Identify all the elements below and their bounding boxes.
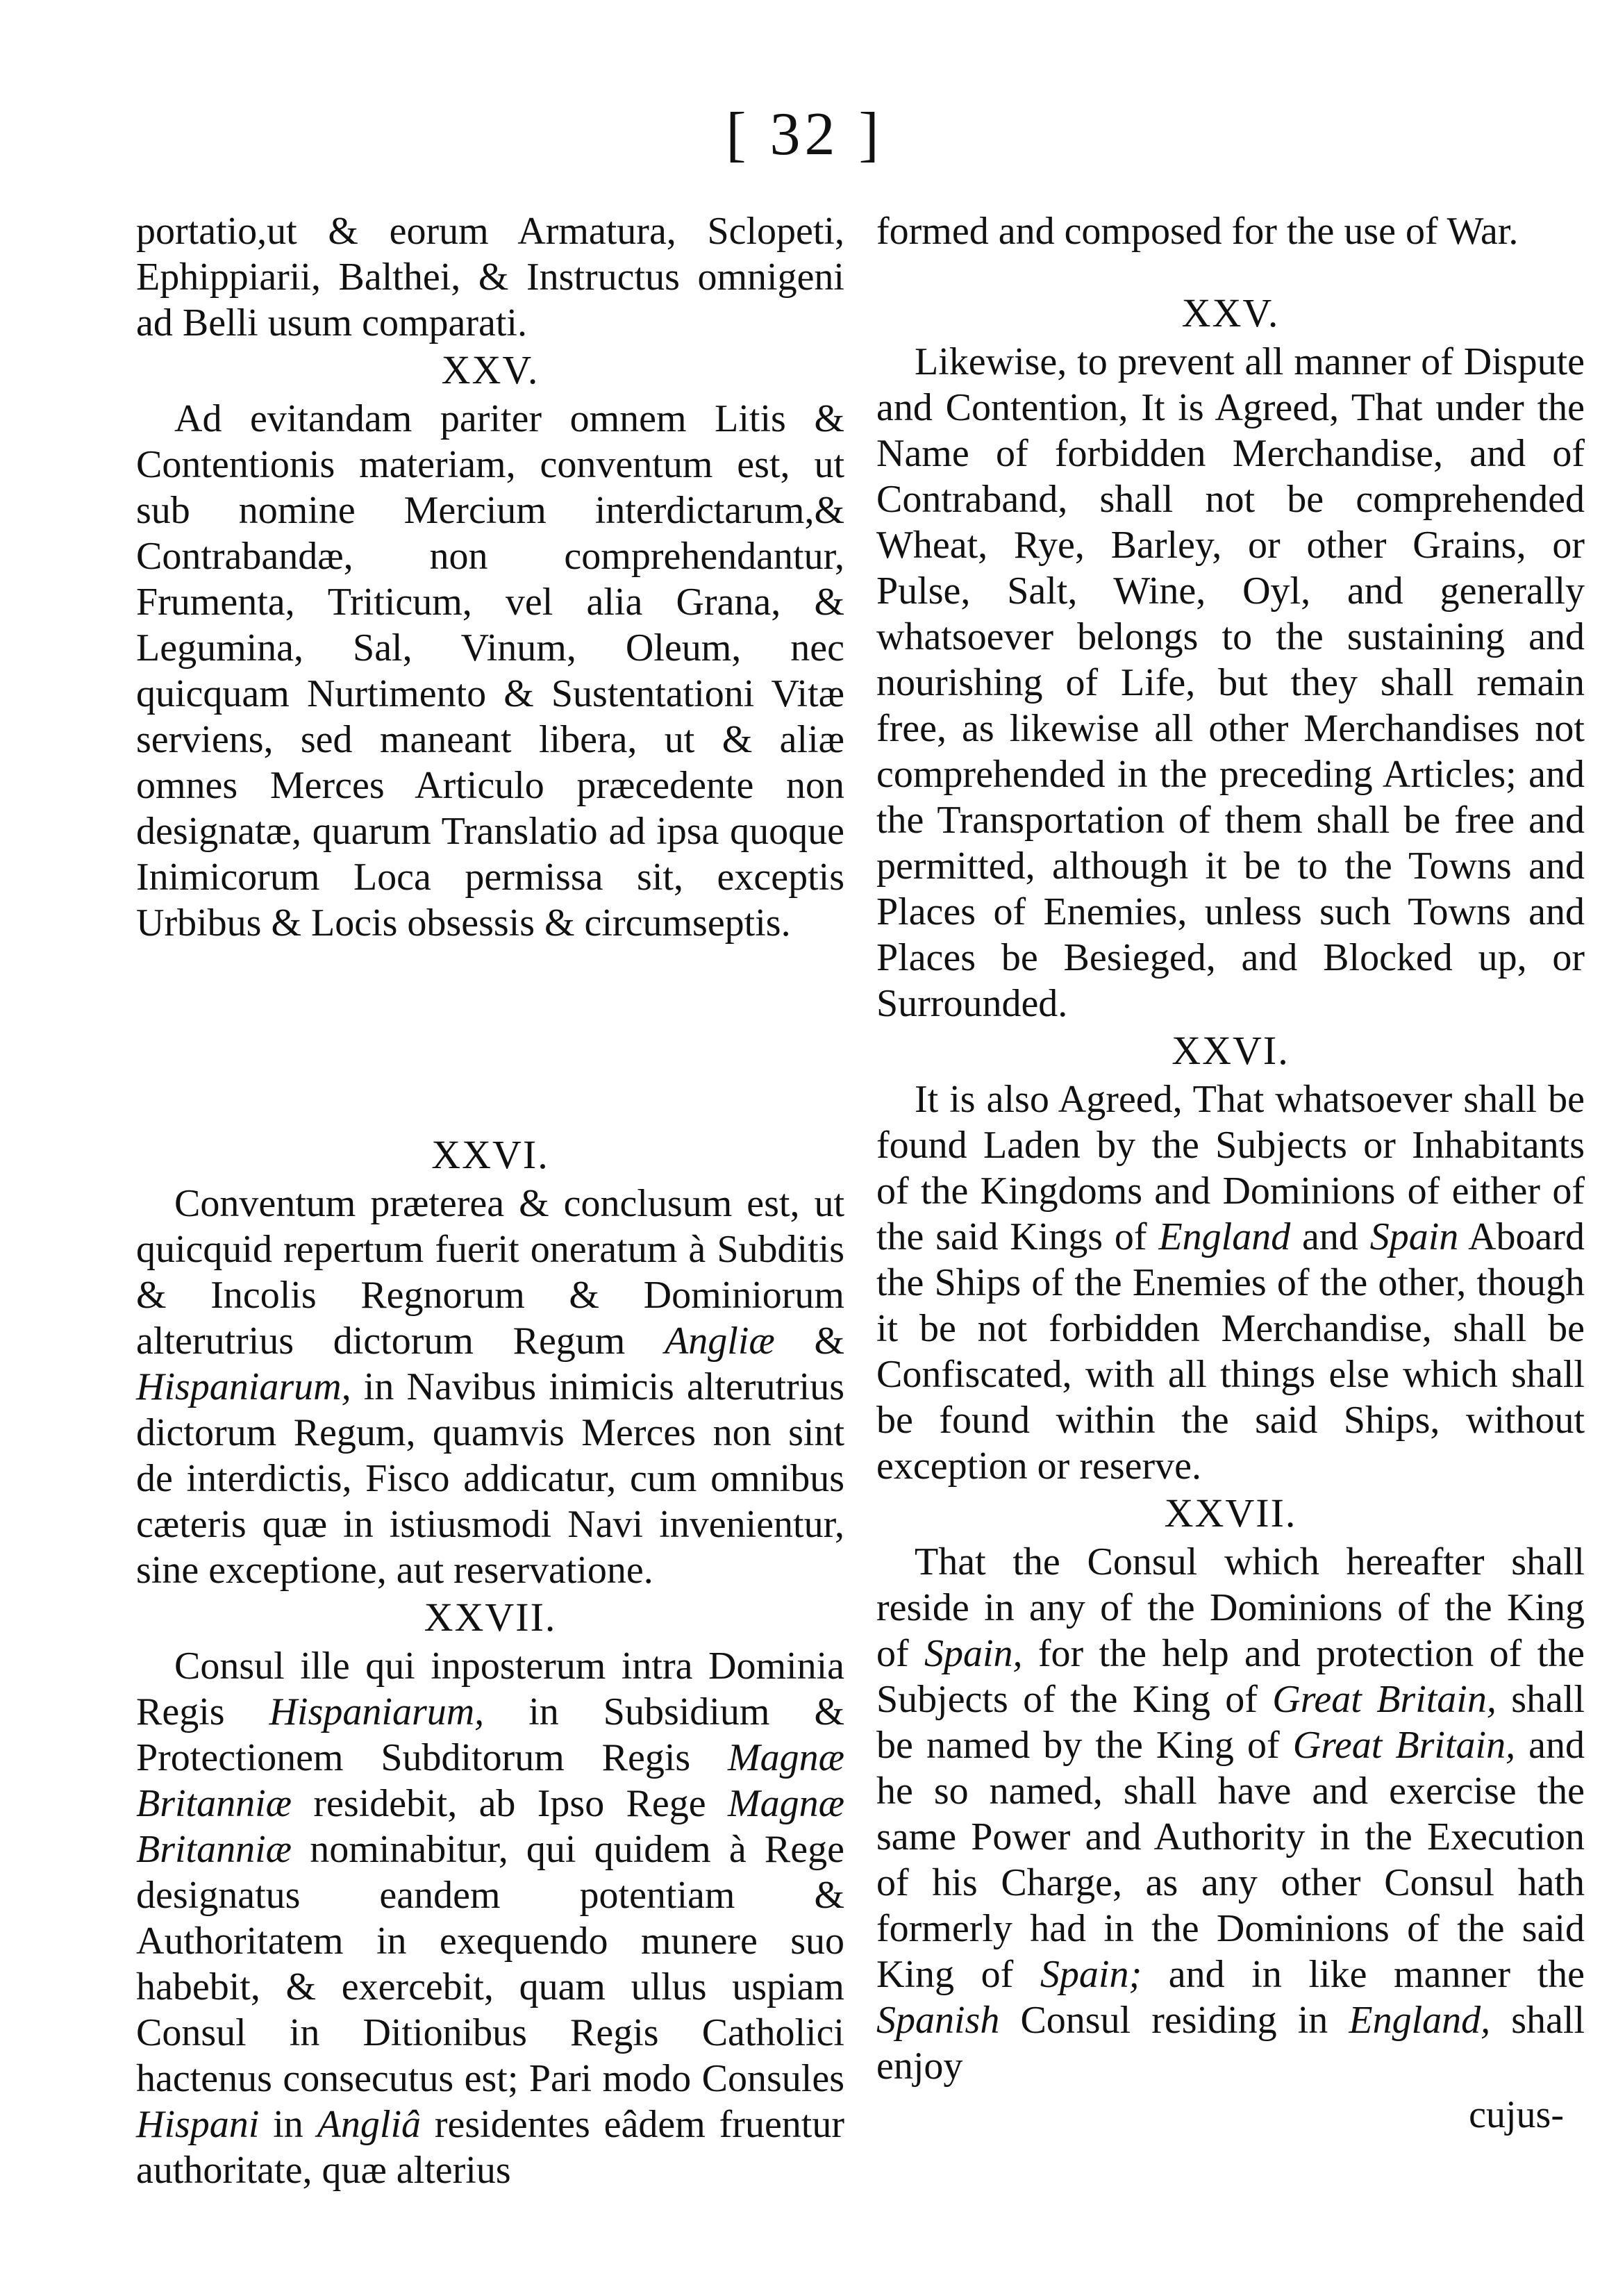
english-italic-spain: Spain: [1369, 1215, 1459, 1258]
english-italic-england: England: [1158, 1215, 1291, 1258]
latin-italic-hispaniarum: Hispaniarum,: [136, 1365, 351, 1408]
latin-article-xxvi-heading: XXVI.: [431, 1132, 549, 1177]
latin-article-xxv-heading: XXV.: [441, 347, 540, 392]
page-number: [ 32 ]: [726, 101, 883, 168]
latin-article-xxvii-text: Consul ille qui inposterum intra Dominia Regis Hispaniarum, in Subsidium & Protectionem Subditorum Regis Magnæ Britanniæ residebit, ab Ipso Rege Magnæ Britanniæ nominabitur, qui quidem à Rege designatus eandem potentiam & Authoritatem in exequendo munere suo habebit, & exercebit, quam ullus uspiam Consul in Ditionibus Regis Catholici hactenus consecutus est; Pari modo Consules Hispani in Angliâ residentes eâdem fruentur authoritate, quæ alterius: [136, 1645, 845, 2192]
english-article-xxvi-heading: XXVI.: [1172, 1028, 1290, 1073]
english-article-xxv-heading: XXV.: [1181, 290, 1280, 335]
english-article-xxvi-text: It is also Agreed, That whatsoever shall be found Laden by the Subjects or Inhabitants of the Kingdoms and Dominions of either of the said Kings of England and Spain Aboard the Ships of the Enemies of the other, though it be not forbidden Merchandise, shall be Confiscated, with all things else which shall be found within the said Ships, without exception or reserve.: [876, 1078, 1585, 1488]
latin-intro: portatio,ut & eorum Armatura, Sclopeti, Ephippiarii, Balthei, & Instructus omnigeni ad Belli usum comparati.: [136, 210, 844, 344]
english-article-xxvii-text: That the Consul which hereafter shall reside in any of the Dominions of the King of Spain, for the help and protection of the Subjects of the King of Great Britain, shall be named by the King of Great Britain, and he so named, shall have and exercise the same Power and Authority in the Execution of his Charge, as any other Consul hath formerly had in the Dominions of the said King of Spain; and in like manner the Spanish Consul residing in England, shall enjoy: [876, 1540, 1585, 2088]
catchword: cujus-: [1469, 2093, 1564, 2136]
latin-article-xxv-text: Ad evitandam pariter omnem Litis & Contentionis materiam, conventum est, ut sub nomine Mercium interdictarum,& Contrabandæ, non comprehendantur, Frumenta, Triticum, vel alia Grana, & Legumina, Sal, Vinum, Oleum, nec quicquam Nurtimento & Sustentationi Vitæ serviens, sed maneant libera, ut & aliæ omnes Merces Articulo præcedente non designatæ, quarum Translatio ad ipsa quoque Inimicorum Loca permissa sit, exceptis Urbibus & Locis obsessis & circumseptis.: [136, 397, 844, 945]
latin-article-xxvi-text: Conventum præterea & conclusum est, ut quicquid repertum fuerit oneratum à Subditis & Incolis Regnorum & Dominiorum alterutrius dictorum Regum Angliæ & Hispaniarum, in Navibus inimicis alterutrius dictorum Regum, quamvis Merces non sint de interdictis, Fisco addicatur, cum omnibus cæteris quæ in istiusmodi Navi invenientur, sine exceptione, aut reservatione.: [136, 1182, 845, 1592]
latin-column: [136, 208, 844, 2193]
english-article-xxv-text: Likewise, to prevent all manner of Dispute and Contention, It is Agreed, That under the Name of forbidden Merchandise, and of Contraband, shall not be comprehended Wheat, Rye, Barley, or other Grains, or Pulse, Salt, Wine, Oyl, and generally whatsoever belongs to the sustaining and nourishing of Life, but they shall remain free, as likewise all other Merchandises not comprehended in the preceding Articles; and the Transportation of them shall be free and permitted, although it be to the Towns and Places of Enemies, unless such Towns and Places be Besieged, and Blocked up, or Surrounded.: [876, 340, 1585, 1025]
english-column: [876, 208, 1585, 2138]
english-intro: formed and composed for the use of War.: [876, 210, 1519, 253]
english-article-xxvii-heading: XXVII.: [1164, 1490, 1297, 1536]
latin-column-gap: [136, 946, 844, 1131]
latin-italic-angliae: Angliæ: [665, 1320, 775, 1363]
latin-article-xxvii-heading: XXVII.: [424, 1595, 557, 1640]
